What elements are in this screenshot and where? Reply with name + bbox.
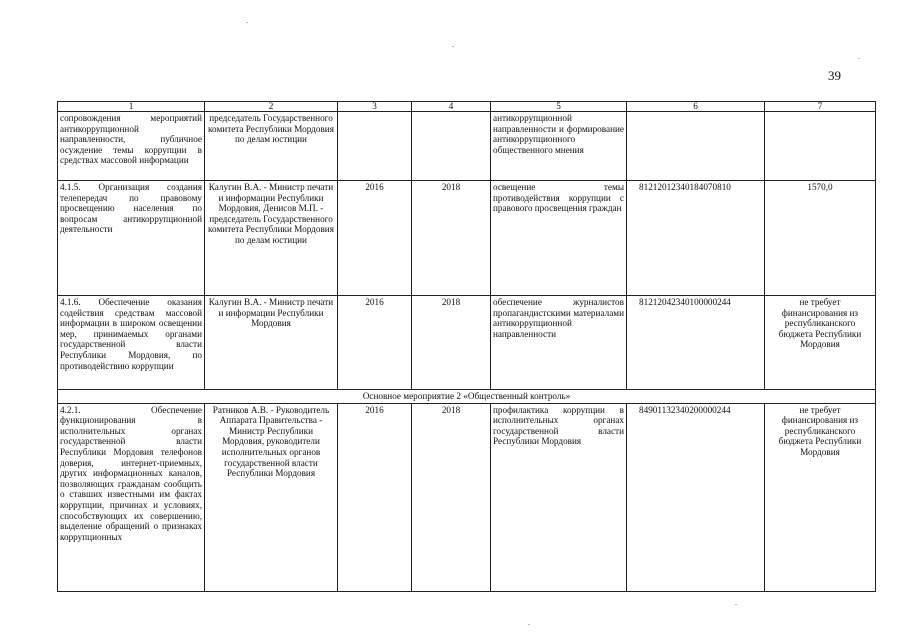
column-header-6: 6 — [627, 102, 765, 112]
start-year-cell: 2016 — [338, 403, 412, 591]
budget-code-cell — [627, 112, 765, 181]
activity-cell: сопровождения мероприятий антикоррупционной направленности, публичное осуждение темы коррупции в средствах массовой информации — [58, 112, 205, 181]
result-cell: освещение темы противодействия коррупции с правового просвещения граждан — [491, 181, 627, 296]
result-cell: обеспечение журналистов пропагандистскими материалами антикоррупционной направленности — [491, 296, 627, 390]
scan-speck — [452, 46, 454, 47]
start-year-cell — [338, 112, 412, 181]
budget-code-cell: 84901132340200000244 — [627, 403, 765, 591]
funding-cell — [765, 112, 876, 181]
start-year-cell: 2016 — [338, 296, 412, 390]
budget-code-cell: 81212042340100000244 — [627, 296, 765, 390]
scan-speck — [246, 22, 248, 23]
program-table — [57, 101, 876, 592]
activity-cell: 4.1.6. Обеспечение оказания содействия средствам массовой информации в широком освещении мер, принимаемых органами государственной власти Республики Мордовия, по противодействию коррупции — [58, 296, 205, 390]
activity-cell: 4.1.5. Организация создания телепередач по правовому просвещению населения по вопросам антикоррупционной деятельности — [58, 181, 205, 296]
section-row — [58, 390, 876, 404]
result-cell: антикоррупционной направленности и формирование антикоррупционного общественного мнения — [491, 112, 627, 181]
start-year-cell: 2016 — [338, 181, 412, 296]
responsible-cell: председатель Государственного комитета Республики Мордовия по делам юстиции — [205, 112, 338, 181]
scan-speck — [858, 58, 860, 59]
section-title: Основное мероприятие 2 «Общественный контроль» — [58, 390, 876, 404]
table-row — [58, 112, 876, 181]
budget-code-cell: 81212012340184070810 — [627, 181, 765, 296]
end-year-cell — [412, 112, 491, 181]
column-header-1: 1 — [58, 102, 205, 112]
header-row — [58, 102, 876, 112]
funding-cell: 1570,0 — [765, 181, 876, 296]
end-year-cell: 2018 — [412, 181, 491, 296]
table-row — [58, 403, 876, 591]
end-year-cell: 2018 — [412, 296, 491, 390]
responsible-cell: Ратников А.В. - Руководитель Аппарата Правительства - Министр Республики Мордовия, руководители исполнительных органов государственной власти Республики Мордовия — [205, 403, 338, 591]
column-header-5: 5 — [491, 102, 627, 112]
column-header-7: 7 — [765, 102, 876, 112]
page-number: 39 — [828, 68, 841, 83]
column-header-4: 4 — [412, 102, 491, 112]
column-header-2: 2 — [205, 102, 338, 112]
funding-cell: не требует финансирования из республиканского бюджета Республики Мордовия — [765, 403, 876, 591]
column-header-3: 3 — [338, 102, 412, 112]
scan-speck — [735, 604, 737, 605]
end-year-cell: 2018 — [412, 403, 491, 591]
table-row — [58, 296, 876, 390]
scan-speck — [528, 624, 530, 625]
funding-cell: не требует финансирования из республиканского бюджета Республики Мордовия — [765, 296, 876, 390]
result-cell: профилактика коррупции в исполнительных органах государственной власти Республики Мордовия — [491, 403, 627, 591]
table-row — [58, 181, 876, 296]
activity-cell: 4.2.1. Обеспечение функционирования в исполнительных органах государственной власти Республики Мордовия телефонов доверия, интернет-приемных, других информационных каналов, позволяющих гражданам сообщить о ставших известными им фактах коррупции, причинах и условиях, способствующих их совершению, выделение обращений о признаках коррупционных — [58, 403, 205, 591]
responsible-cell: Калугин В.А. - Министр печати и информации Республики Мордовия, Денисов М.П. - председатель Государственного комитета Республики Мордовия по делам юстиции — [205, 181, 338, 296]
responsible-cell: Калугин В.А. - Министр печати и информации Республики Мордовия — [205, 296, 338, 390]
